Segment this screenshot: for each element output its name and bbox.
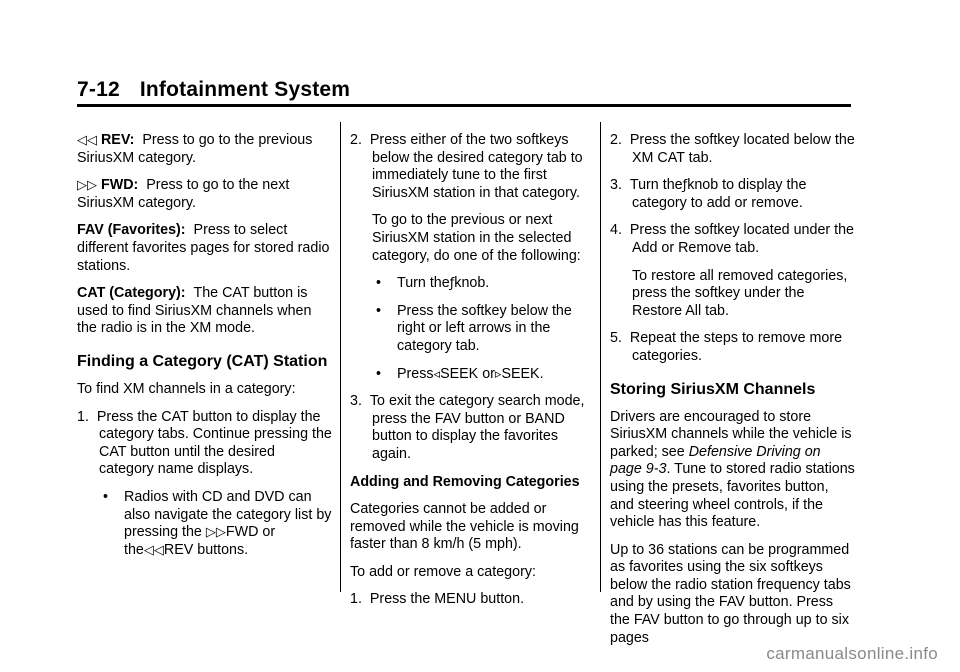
step-1: 1. Press the CAT button to display the category tabs. Continue pressing the CAT button until the desired category name displays. [77,408,332,478]
cat-text: The CAT button is used to find SiriusXM channels when the radio is in the XM mode. [77,285,312,337]
rewind-icon: ◁◁ [77,133,97,148]
step-4-sub: To restore all removed categories, press the softkey under the Restore All tab. [632,267,848,319]
seek-back-icon: ◃ [433,366,441,382]
header-rule [77,104,851,107]
step-3: 3. To exit the category search mode, press the FAV button or BAND button to display the favorites again. [350,393,585,462]
intro-text: To find XM channels in a category: [77,380,296,397]
subheading: Adding and Removing Categories [350,473,580,490]
section-title: Infotainment System [139,78,351,101]
bullet-item: • Radios with CD and DVD can also navigate the category list by pressing the ▷▷FWD or the◁◁REV buttons. [103,488,332,558]
step-2-sub: To go to the previous or next SiriusXM station in the selected category, do one of the following: [372,212,581,264]
bullet-dot: • [103,488,109,505]
step-4: 4. Press the softkey located under the Add or Remove tab. [610,222,855,256]
bullet-item: • Turn theƒknob. [376,275,490,292]
bullet-dot: • [376,365,382,382]
section-heading: Storing SiriusXM Channels [610,380,816,398]
column-divider-1 [340,122,341,592]
rev-label: REV: [100,132,135,148]
section-heading: Finding a Category (CAT) Station [77,352,328,370]
rev-entry [77,132,332,167]
column-1 [77,132,332,569]
paragraph: Drivers are encouraged to store SiriusXM channels while the vehicle is parked; see Defensive Driving on page 9-3. Tune to stored radio stations using the presets, favorites button, and steering wheel controls, if the vehicle has this feature. [610,408,855,531]
column-divider-2 [600,122,601,592]
paragraph: Categories cannot be added or removed while the vehicle is moving faster than 8 km/h (5 mph). [350,501,579,553]
fwd-text: Press to go to the next SiriusXM category. [77,177,290,211]
fwd-entry [77,177,332,212]
rewind-icon: ◁◁ [143,542,164,558]
tune-knob-icon: ƒ [449,276,455,292]
fast-forward-icon: ▷▷ [205,525,226,541]
fast-forward-icon: ▷▷ [77,178,97,194]
tune-knob-icon: ƒ [682,178,688,194]
cross-reference-link[interactable]: Defensive Driving on page 9-3 [610,443,821,478]
cat-label: CAT (Category): [77,285,186,302]
step-3: 3. Turn theƒknob to display the category to add or remove. [610,177,807,211]
fav-text: Press to select different favorites pages for stored radio stations. [77,222,330,274]
fav-label: FAV (Favorites): [77,222,186,239]
step-5: 5. Repeat the steps to remove more categories. [610,330,843,364]
fav-entry [77,222,332,275]
seek-forward-icon: ▹ [494,366,502,382]
rev-text: Press to go to the previous SiriusXM category. [77,132,313,166]
watermark: carmanualsonline.info [766,644,938,663]
fwd-label: FWD: [100,177,139,194]
paragraph: To add or remove a category: [350,563,536,580]
bullet-dot: • [376,275,382,292]
step-2: 2. Press the softkey located below the XM CAT tab. [610,132,855,166]
bullet-item: • Press the softkey below the right or left arrows in the category tab. [376,302,572,354]
step-2: 2. Press either of the two softkeys below the desired category tab to immediately tune to the first SiriusXM station in that category. [350,132,583,201]
bullet-item: • Press◃SEEK or▹SEEK. [376,365,544,382]
column-2 [350,132,595,619]
page-number: 7-12 [77,78,120,101]
page-header [77,78,350,102]
bullet-dot: • [376,302,382,319]
cat-entry [77,285,332,338]
step-1: 1. Press the MENU button. [350,591,525,608]
paragraph: Up to 36 stations can be programmed as favorites using the six softkeys below the radio station frequency tabs and by using the FAV button. Press the FAV button to go through up to six pages [610,541,851,646]
column-3 [610,132,855,657]
